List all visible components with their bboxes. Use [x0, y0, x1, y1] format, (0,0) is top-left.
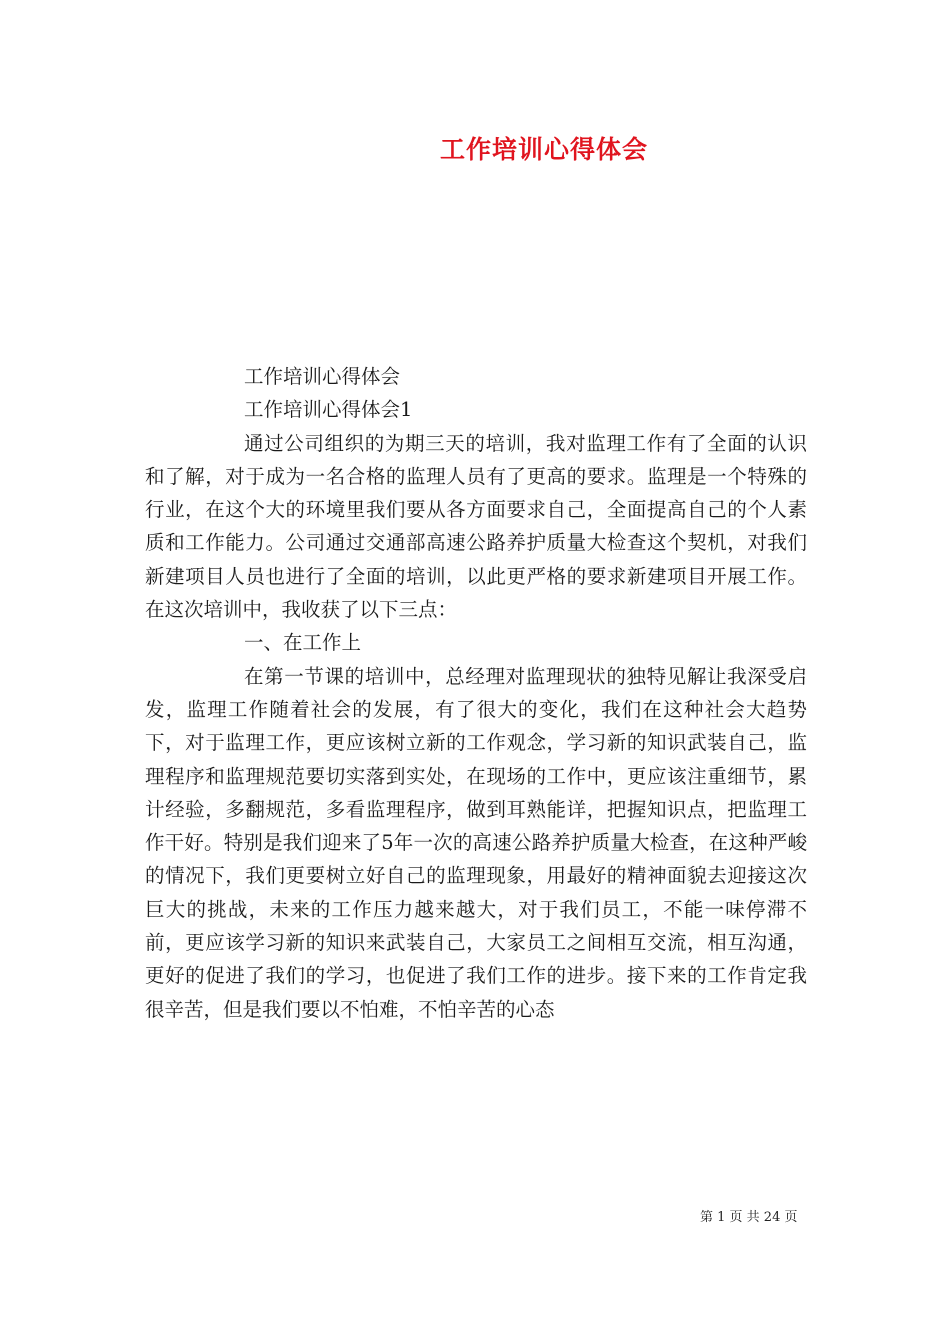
subtitle: 工作培训心得体会: [244, 365, 401, 388]
intro-paragraph: 通过公司组织的为期三天的培训，我对监理工作有了全面的认识和了解，对于成为一名合格的监理人员有了更高的要求。监理是一个特殊的行业，在这个大的环境里我们要从各方面要求自己，全面提高自己的个人素质和工作能力。公司通过交通部高速公路养护质量大检查这个契机，对我们新建项目人员也进行了全面的培训，以此更严格的要求新建项目开展工作。在这次培训中，我收获了以下三点：: [145, 431, 807, 622]
point-heading: 一、在工作上: [244, 631, 362, 655]
document-body: [145, 360, 807, 1026]
point-paragraph: 在第一节课的培训中，总经理对监理现状的独特见解让我深受启发，监理工作随着社会的发展，有了很大的变化，我们在这种社会大趋势下，对于监理工作，更应该树立新的工作观念，学习新的知识武装自己，监理程序和监理规范要切实落到实处，在现场的工作中，更应该注重细节，累计经验，多翻规范，多看监理程序，做到耳熟能详，把握知识点，把监理工作干好。特别是我们迎来了5年一次的高速公路养护质量大检查，在这种严峻的情况下，我们更要树立好自己的监理现象，用最好的精神面貌去迎接这次巨大的挑战，未来的工作压力越来越大，对于我们员工，不能一味停滞不前，更应该学习新的知识来武装自己，大家员工之间相互交流，相互沟通，更好的促进了我们的学习，也促进了我们工作的进步。接下来的工作肯定我很辛苦，但是我们要以不怕难，不怕辛苦的心态: [145, 664, 807, 1021]
document-title: 工作培训心得体会: [440, 135, 649, 164]
section-title: 工作培训心得体会1: [244, 398, 413, 422]
page-number: 第 1 页 共 24 页: [700, 1210, 798, 1225]
